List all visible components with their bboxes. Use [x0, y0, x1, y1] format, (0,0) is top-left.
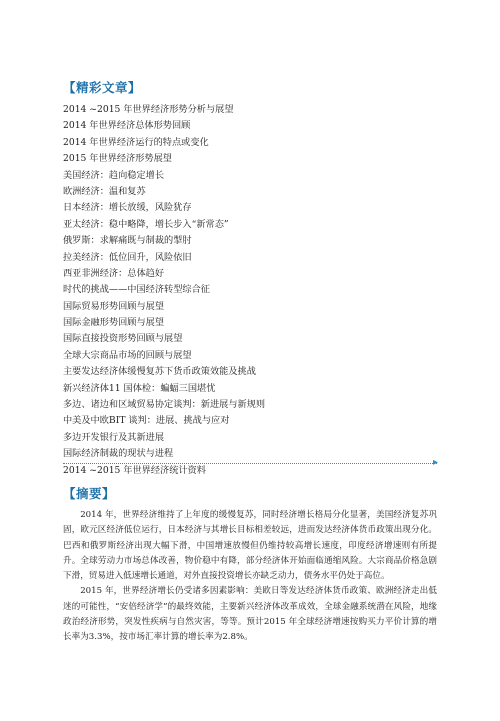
article-item[interactable]: 全球大宗商品市场的回顾与展望 [63, 349, 192, 361]
article-item[interactable]: 2014 ~2015 年世界经济形势分析与展望 [63, 104, 234, 115]
article-item[interactable]: 国际金融形势回顾与展望 [63, 317, 165, 329]
article-item[interactable]: 俄罗斯：求解痛既与制裁的掣肘 [63, 235, 192, 247]
article-item[interactable]: 2014 年世界经济总体形势回顾 [63, 120, 191, 132]
article-item[interactable]: 日本经济：增长放缓，风险犹存 [63, 202, 192, 214]
article-item[interactable]: 2014 ~2015 年世界经济统计资料 [63, 464, 206, 476]
article-item[interactable]: 2015 年世界经济形势展望 [63, 153, 172, 165]
article-item[interactable]: 时代的挑战——中国经济转型综合征 [63, 284, 210, 296]
article-item[interactable]: 欧洲经济：温和复苏 [63, 185, 146, 197]
article-item[interactable]: 美国经济：趋向稳定增长 [63, 169, 165, 181]
article-item[interactable]: 2014 年世界经济运行的特点或变化 [63, 136, 209, 148]
article-item[interactable]: 亚太经济：稳中略降，增长步入“新常态” [63, 218, 229, 230]
article-item[interactable]: 拉美经济：低位回升，风险依旧 [63, 251, 192, 263]
article-list [63, 102, 265, 479]
article-item[interactable]: 国际贸易形势回顾与展望 [63, 300, 165, 312]
article-item[interactable]: 多边、诸边和区域贸易协定谈判：新进展与新规则 [63, 399, 266, 411]
abstract-body [63, 508, 437, 646]
abstract-paragraph: 2014 年，世界经济维持了上年度的缓慢复苏，同时经济增长格局分化显著，美国经济复苏巩固，欧元区经济低位运行，日本经济与其增长目标相差较远，进而发达经济体货币政策出现分化。巴西和俄罗斯经济出现大幅下滑，中国增速放慢但仍维持较高增长速度，印度经济增速则有所提升。全球劳动力市场总体改善，物价稳中有降，部分经济体开始面临通缩风险。大宗商品价格急剧下滑，贸易进入低速增长通道，对外直接投资增长亦缺乏动力，债务水平仍处于高位。 [63, 510, 437, 582]
article-item[interactable]: 主要发达经济体缓慢复苏下货币政策效能及挑战 [63, 366, 256, 378]
abstract-paragraph: 2015 年，世界经济增长仍受诸多因素影响：美欧日等发达经济体货币政策、欧洲经济走出低迷的可能性，“安倍经济学”的最终效能，主要新兴经济体改革成效，全球金融系统潜在风险，地缘政治经济形势，突发性疾病与自然灾害，等等。预计2015 年全球经济增速按购买力平价计算的增长率为3.3%，按市场汇率计算的增长率为2.8%。 [63, 586, 437, 643]
article-item[interactable]: 国际经济制裁的现状与进程 [63, 448, 174, 460]
article-item[interactable]: 西亚非洲经济：总体趋好 [63, 267, 165, 279]
arrow-right-icon: ▸ [433, 457, 439, 468]
article-item[interactable]: 中美及中欧BIT 谈判：进展、挑战与应对 [63, 415, 230, 427]
article-item[interactable]: 国际直接投资形势回顾与展望 [63, 333, 183, 345]
section-divider [63, 463, 437, 464]
featured-articles-heading: 【精彩文章】 [63, 80, 142, 95]
article-item[interactable]: 多边开发银行及其新进展 [63, 431, 165, 443]
abstract-heading: 【摘要】 [63, 486, 116, 501]
article-item[interactable]: 新兴经济体11 国体检：蝙蝠三国堪忧 [63, 382, 216, 394]
